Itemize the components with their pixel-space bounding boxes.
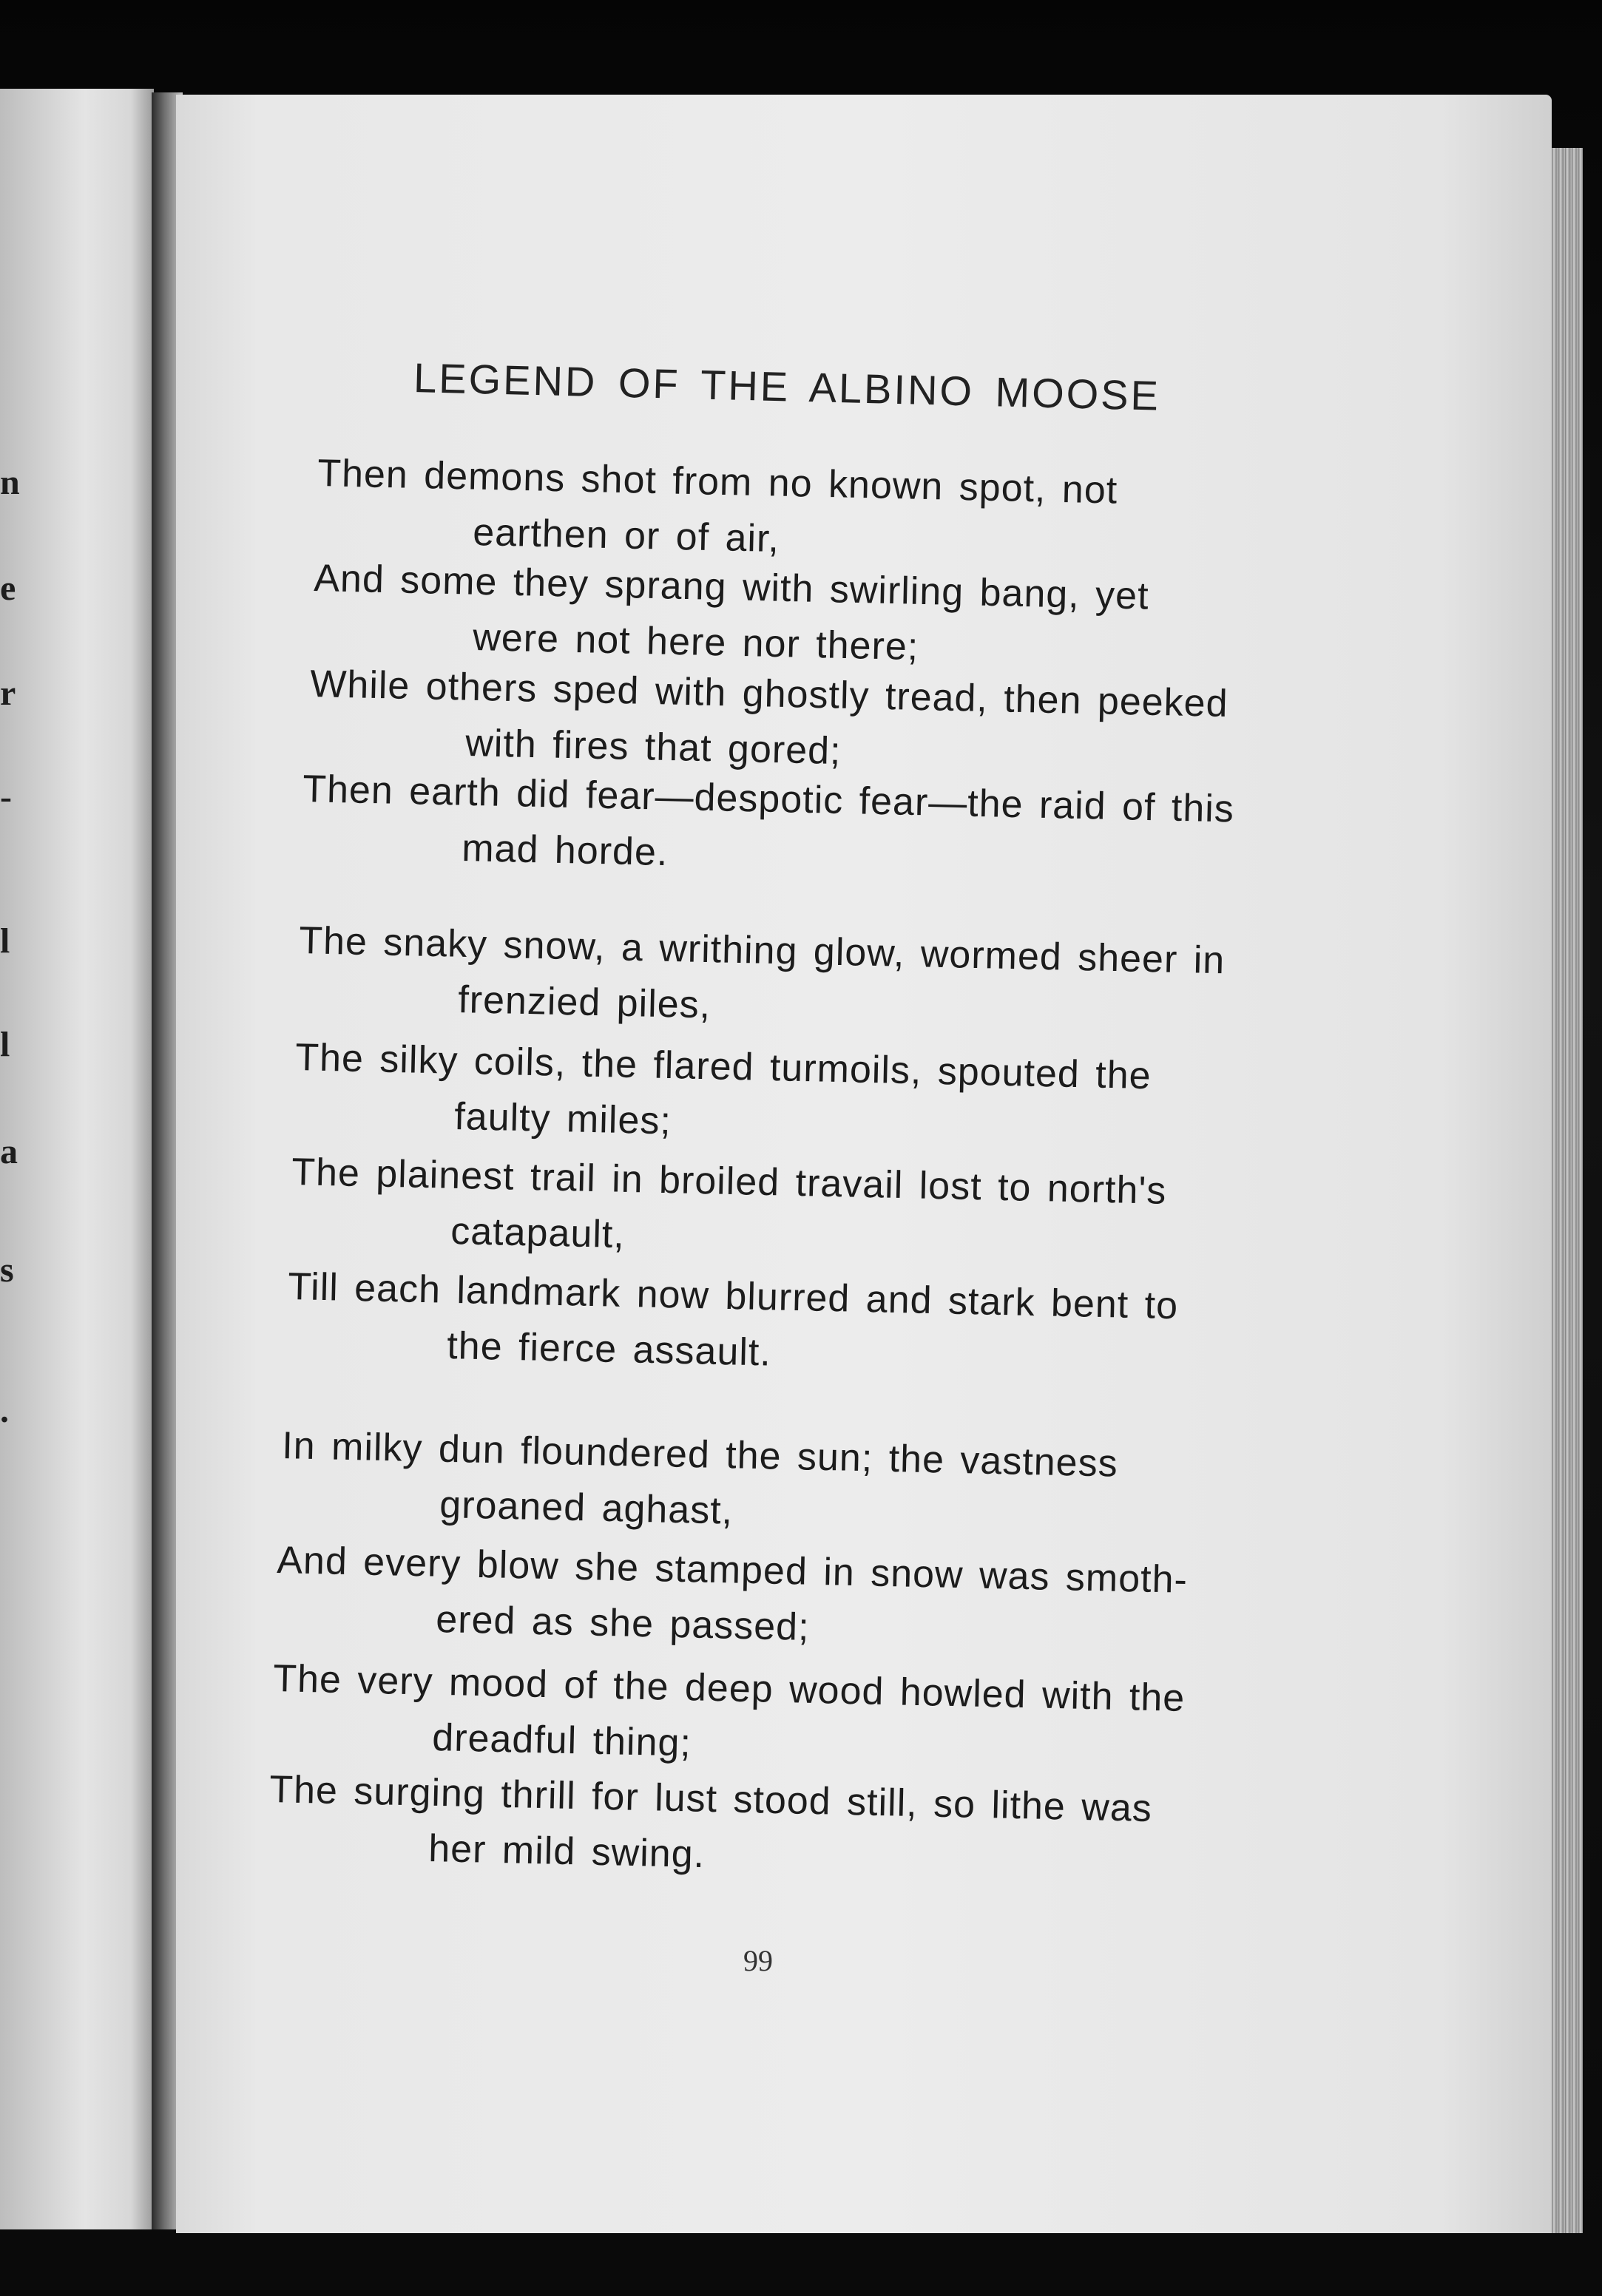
left-page-letter: s xyxy=(0,1250,14,1290)
verse-line-continuation: were not here nor there; xyxy=(472,615,919,669)
verse-line-continuation: dreadful thing; xyxy=(431,1716,692,1765)
verse-line-continuation: her mild swing. xyxy=(427,1826,706,1877)
verse-line: The plainest trail in broiled travail lost to north's xyxy=(291,1150,1167,1213)
verse-line-continuation: with fires that gored; xyxy=(464,721,842,773)
poem-title: LEGEND OF THE ALBINO MOOSE xyxy=(413,353,1161,419)
left-page-letter: n xyxy=(0,463,20,502)
verse-line: Till each landmark now blurred and stark bent to xyxy=(287,1264,1179,1328)
verse-line-continuation: catapault, xyxy=(450,1209,626,1257)
verse-line-continuation: frenzied piles, xyxy=(457,978,712,1027)
left-page-letter: - xyxy=(0,777,12,816)
verse-line-continuation: mad horde. xyxy=(461,826,669,875)
verse-line: The snaky snow, a writhing glow, wormed sheer in xyxy=(298,918,1226,983)
verse-line: In milky dun floundered the sun; the vastness xyxy=(281,1423,1119,1486)
left-page-letter: r xyxy=(0,674,16,713)
verse-line: Then demons shot from no known spot, not xyxy=(317,451,1118,512)
verse-line-continuation: faulty miles; xyxy=(453,1094,672,1143)
page-number: 99 xyxy=(743,1944,773,1977)
verse-line: The silky coils, the flared turmoils, spouted the xyxy=(294,1035,1152,1098)
verse-line: The very mood of the deep wood howled with the xyxy=(272,1656,1186,1720)
left-page-letter: l xyxy=(0,1025,10,1064)
left-page-letter: l xyxy=(0,921,10,961)
left-page-letter: . xyxy=(0,1391,9,1430)
verse-line: And some they sprang with swirling bang, yet xyxy=(313,556,1150,618)
left-page-letter: e xyxy=(0,569,16,608)
verse-line-continuation: earthen or of air, xyxy=(472,510,780,561)
verse-line: While others sped with ghostly tread, then peeked xyxy=(309,662,1229,726)
verse-line-continuation: ered as she passed; xyxy=(435,1597,811,1650)
left-page-letter: a xyxy=(0,1132,18,1171)
verse-line: And every blow she stamped in snow was smoth- xyxy=(276,1538,1189,1602)
verse-line: Then earth did fear—despotic fear—the raid of this xyxy=(302,767,1235,831)
verse-line-continuation: groaned aghast, xyxy=(439,1483,734,1533)
verse-line: The surging thrill for lust stood still, so lithe was xyxy=(268,1767,1153,1831)
verse-line-continuation: the fierce assault. xyxy=(446,1324,772,1375)
